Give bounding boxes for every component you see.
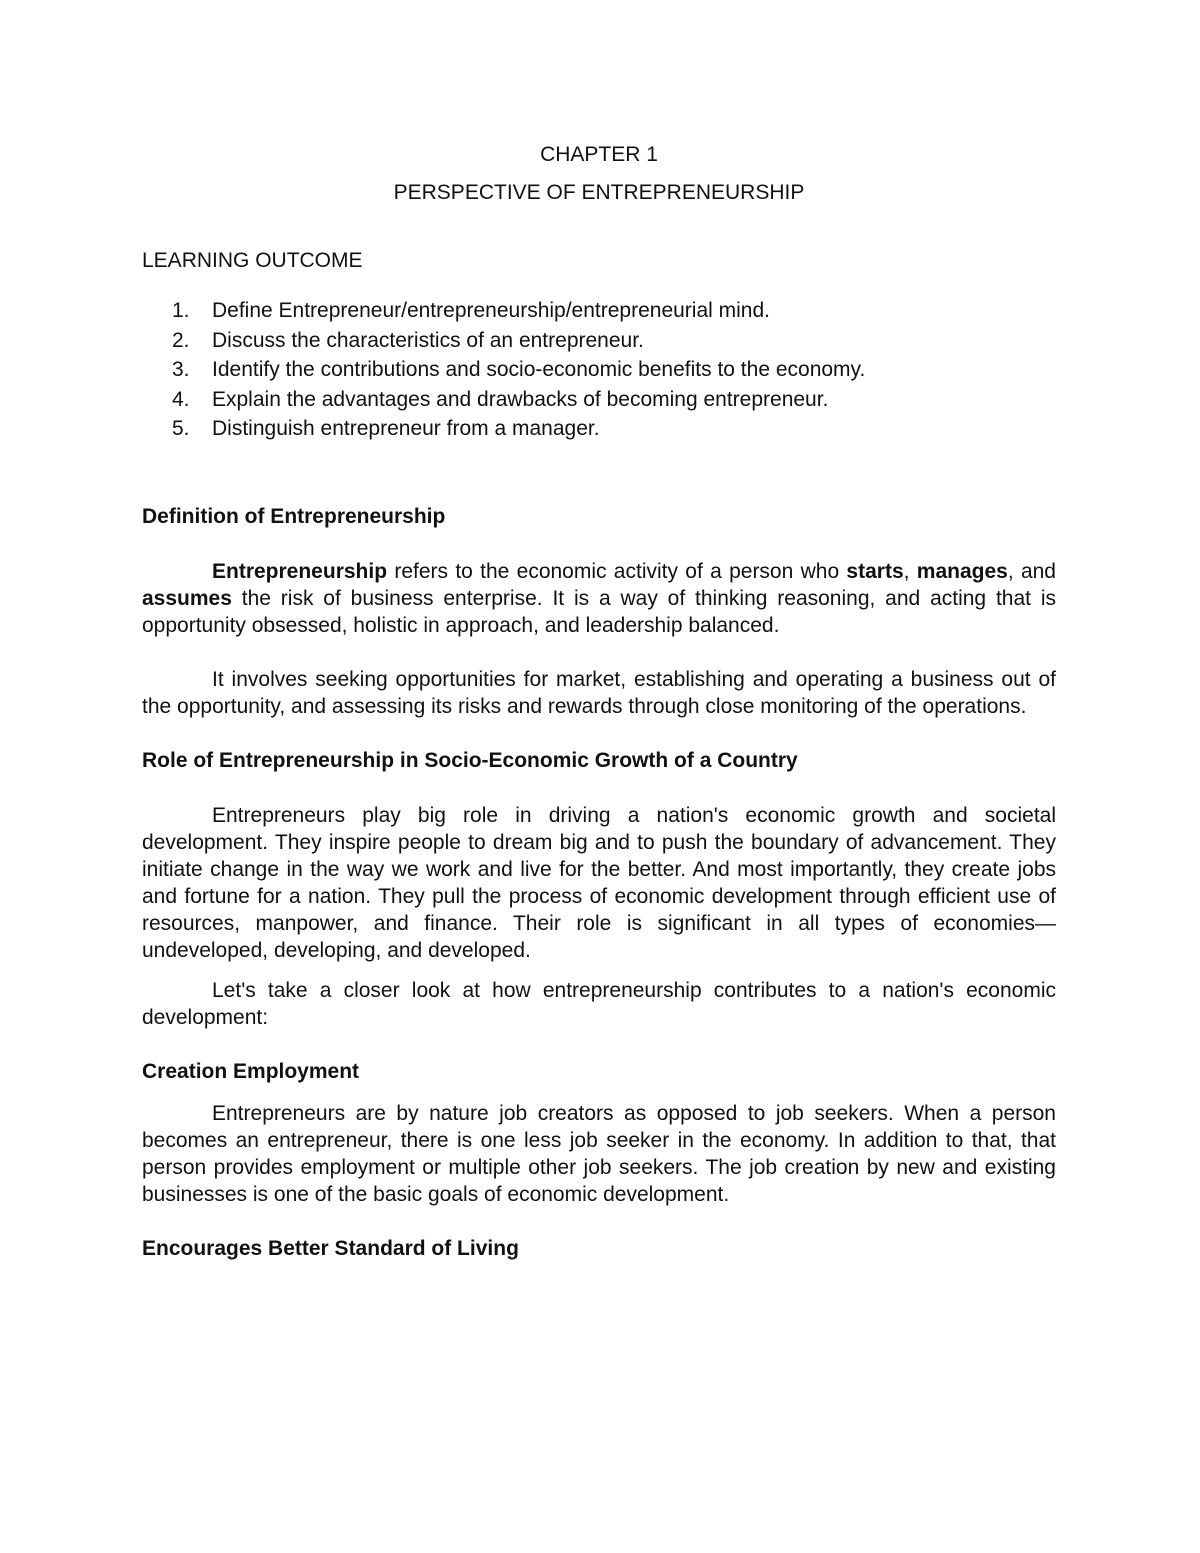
list-item [142,296,1056,326]
definition-paragraph-2: It involves seeking opportunities for market, establishing and operating a business out of the opportunity, and assessing its risks and rewards through close monitoring of the operations. [142,667,1056,718]
term-assumes: assumes [142,586,232,610]
list-item-text: Identify the contributions and socio-economic benefits to the economy. [212,358,866,381]
standard-of-living-heading: Encourages Better Standard of Living [142,1236,519,1260]
term-entrepreneurship: Entrepreneurship [212,559,388,583]
creation-employment-paragraph: Entrepreneurs are by nature job creators as opposed to job seekers. When a person becomes an entrepreneur, there is one less job seeker in the economy. In addition to that, that person provides employment or multiple other job seekers. The job creation by new and existing businesses is one of the basic goals of economic development. [142,1101,1056,1206]
list-item-text: Distinguish entrepreneur from a manager. [212,417,600,440]
list-item [142,326,1056,356]
list-item-number: 5. [172,417,190,440]
list-item [142,414,1056,444]
chapter-number: CHAPTER 1 [540,143,658,166]
list-item-text: Define Entrepreneur/entrepreneurship/entrepreneurial mind. [212,299,770,322]
chapter-title: PERSPECTIVE OF ENTREPRENEURSHIP [393,181,805,204]
learning-outcome-list [142,296,1056,444]
term-starts: starts [846,559,904,583]
document-page [142,140,1056,1264]
list-item-text: Discuss the characteristics of an entrepreneur. [212,328,644,352]
creation-employment-heading: Creation Employment [142,1059,360,1083]
role-heading: Role of Entrepreneurship in Socio-Economic Growth of a Country [142,748,798,772]
list-item-number: 1. [172,299,190,322]
list-item-text: Explain the advantages and drawbacks of becoming entrepreneur. [212,387,829,411]
list-item-number: 3. [172,358,190,381]
definition-paragraph-1: Entrepreneurship refers to the economic activity of a person who starts, manages, and assumes the risk of business enterprise. It is a way of thinking reasoning, and acting that is opportunity obsessed, holistic in approach, and leadership balanced. [142,559,1056,637]
list-item-number: 4. [172,387,190,411]
role-paragraph-2: Let's take a closer look at how entrepreneurship contributes to a nation's economic development: [142,978,1056,1029]
role-paragraph-1: Entrepreneurs play big role in driving a nation's economic growth and societal development. They inspire people to dream big and to push the boundary of advancement. They initiate change in the way we work and live for the better. And most importantly, they create jobs and fortune for a nation. They pull the process of economic development through efficient use of resources, manpower, and finance. Their role is significant in all types of economies—undeveloped, developing, and developed. [142,803,1056,962]
list-item [142,385,1056,415]
list-item [142,355,1056,385]
term-manages: manages [916,559,1008,583]
list-item-number: 2. [172,328,190,352]
learning-outcome-heading: LEARNING OUTCOME [142,249,363,272]
definition-heading: Definition of Entrepreneurship [142,504,446,528]
